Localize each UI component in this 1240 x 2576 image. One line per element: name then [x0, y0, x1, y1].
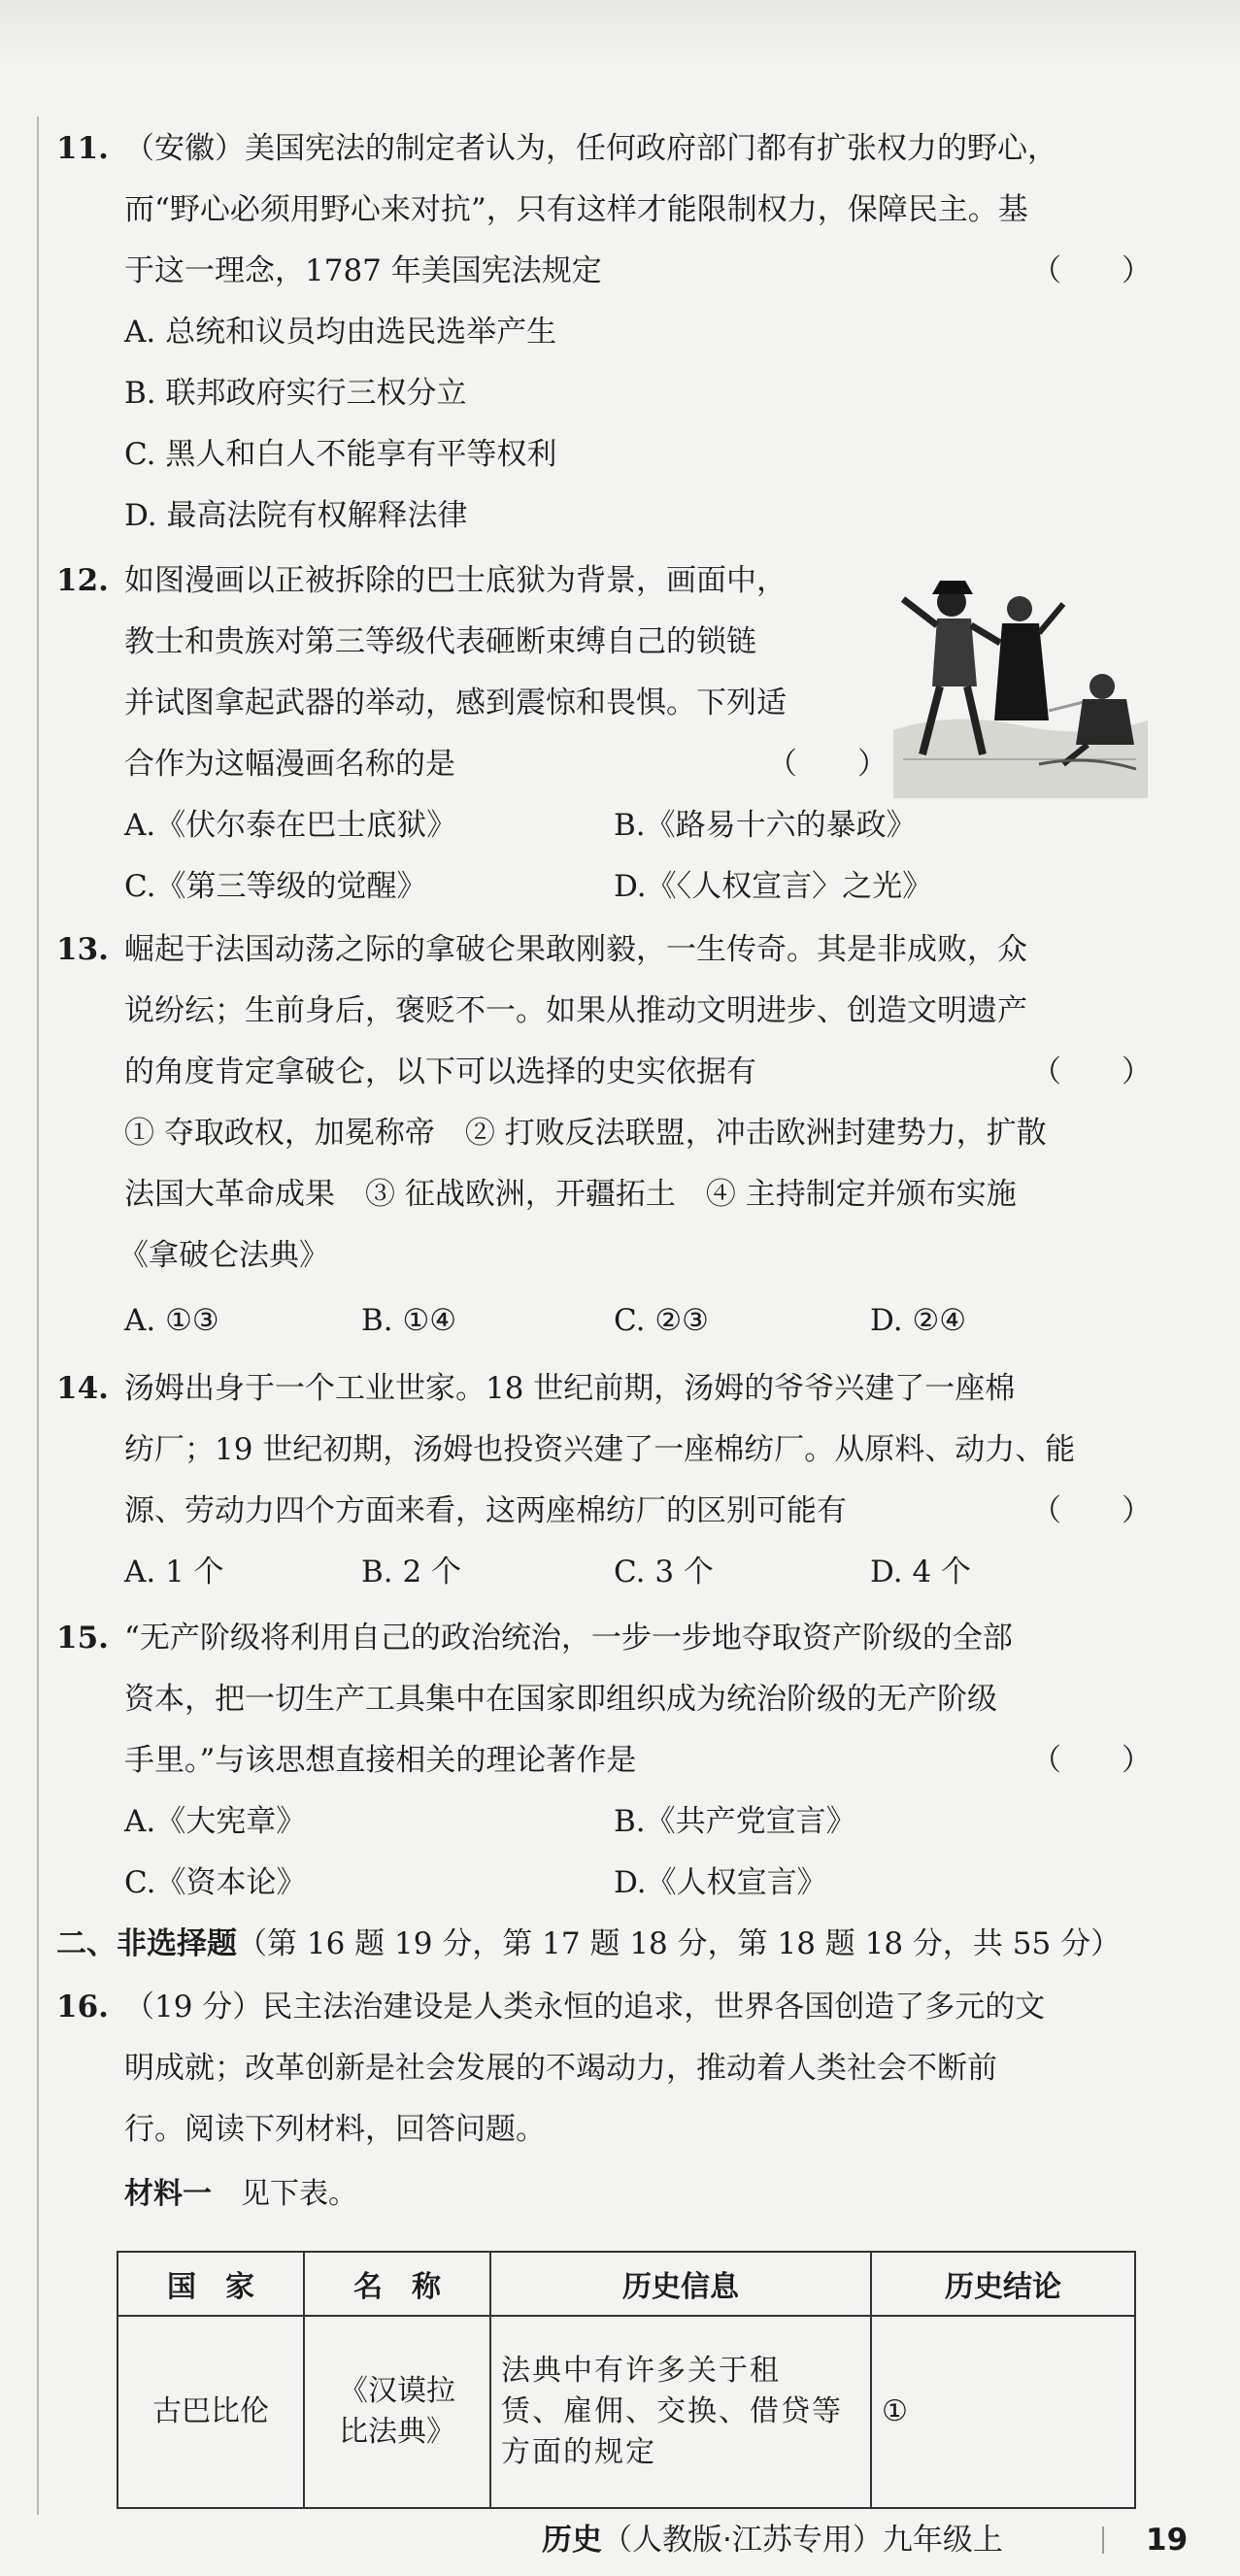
- option-b: B. ①④: [361, 1303, 457, 1338]
- option-b: B. 联邦政府实行三权分立: [124, 376, 467, 411]
- left-margin-rule: [37, 117, 39, 2515]
- question-number: 16.: [56, 1990, 109, 2024]
- answer-parentheses: （ ）: [1031, 1054, 1152, 1089]
- option-a: A. 1 个: [124, 1555, 224, 1589]
- option-c: C. 黑人和白人不能享有平等权利: [124, 437, 557, 472]
- question-text: 于这一理念，1787 年美国宪法规定: [124, 253, 602, 288]
- cell-conclusion: ①: [871, 2316, 1135, 2508]
- question-text: 崛起于法国动荡之际的拿破仑果敢刚毅，一生传奇。其是非成败，众: [124, 932, 1027, 967]
- cell-name-line: 《汉谟拉: [339, 2374, 455, 2408]
- option-c: C.《第三等级的觉醒》: [124, 869, 427, 904]
- history-table: [117, 2251, 1136, 2509]
- material-label: 材料一: [124, 2177, 212, 2211]
- material-label-line: [124, 2175, 357, 2214]
- cell-info-line: 方面的规定: [501, 2435, 656, 2469]
- question-number: 11.: [56, 131, 109, 166]
- option-d: D. ②④: [870, 1303, 967, 1338]
- question-text: 资本，把一切生产工具集中在国家即组织成为统治阶级的无产阶级: [124, 1682, 997, 1717]
- question-text: 并试图拿起武器的举动，感到震惊和畏惧。下列适: [124, 686, 787, 720]
- col-header-name: 名 称: [304, 2252, 490, 2316]
- question-number: 15.: [56, 1621, 109, 1656]
- question-number: 14.: [56, 1371, 109, 1406]
- question-text: 手里。”与该思想直接相关的理论著作是: [124, 1743, 637, 1778]
- option-d: D. 4 个: [870, 1555, 972, 1589]
- answer-parentheses: （ ）: [1031, 253, 1152, 288]
- section-heading: [56, 1924, 1121, 1963]
- option-b: B.《共产党宣言》: [614, 1804, 856, 1839]
- question-text: 合作为这幅漫画名称的是: [124, 747, 455, 782]
- option-a: A.《大宪章》: [124, 1804, 307, 1839]
- question-text: 而“野心必须用野心来对抗”，只有这样才能限制权力，保障民主。基: [124, 192, 1028, 227]
- page-footer: [0, 2521, 1240, 2559]
- question-text: 教士和贵族对第三等级代表砸断束缚自己的锁链: [124, 624, 756, 659]
- col-header-info: 历史信息: [490, 2252, 871, 2316]
- option-b: B.《路易十六的暴政》: [614, 808, 917, 843]
- footer-subject: [542, 2521, 1003, 2559]
- option-a: A. ①③: [124, 1303, 219, 1338]
- answer-parentheses: （ ）: [767, 747, 888, 782]
- footer-edition: （人教版·江苏专用）九年级上: [602, 2523, 1003, 2558]
- table-row: [117, 2316, 1135, 2508]
- option-c: C.《资本论》: [124, 1865, 307, 1900]
- question-text: “无产阶级将利用自己的政治统治，一步一步地夺取资产阶级的全部: [124, 1621, 1013, 1656]
- question-number: 13.: [56, 932, 109, 967]
- scan-top-shadow: [0, 0, 1240, 68]
- footer-subject-name: 历史: [542, 2523, 602, 2558]
- question-text: 汤姆出身于一个工业世家。18 世纪前期，汤姆的爷爷兴建了一座棉: [124, 1371, 1016, 1406]
- question-number: 12.: [56, 563, 109, 598]
- table-header-row: [117, 2252, 1135, 2316]
- option-a: A. 总统和议员均由选民选举产生: [124, 315, 557, 350]
- cell-info-line: 法典中有许多关于租: [501, 2354, 781, 2388]
- question-text: （安徽）美国宪法的制定者认为，任何政府部门都有扩张权力的野心，: [124, 131, 1057, 166]
- option-c: C. 3 个: [614, 1555, 714, 1589]
- question-text: （19 分）民主法治建设是人类永恒的追求，世界各国创造了多元的文: [124, 1990, 1046, 2024]
- cell-country: 古巴比伦: [117, 2316, 304, 2508]
- footer-separator: [1102, 2526, 1104, 2554]
- section-title: 二、非选择题: [56, 1926, 237, 1961]
- option-c: C. ②③: [614, 1303, 709, 1338]
- page-number: 19: [1146, 2523, 1189, 2558]
- answer-parentheses: （ ）: [1031, 1493, 1152, 1528]
- question-text: 纺厂；19 世纪初期，汤姆也投资兴建了一座棉纺厂。从原料、动力、能: [124, 1432, 1076, 1467]
- question-text: 《拿破仑法典》: [118, 1238, 329, 1273]
- question-text: 行。阅读下列材料，回答问题。: [124, 2112, 546, 2147]
- question-text: ① 夺取政权，加冕称帝 ② 打败反法联盟，冲击欧洲封建势力，扩散: [124, 1116, 1047, 1151]
- bastille-cartoon-image: [893, 565, 1148, 798]
- option-d: D. 最高法院有权解释法律: [124, 498, 468, 533]
- question-text: 源、劳动力四个方面来看，这两座棉纺厂的区别可能有: [124, 1493, 847, 1528]
- answer-parentheses: （ ）: [1031, 1743, 1152, 1778]
- question-text: 如图漫画以正被拆除的巴士底狱为背景，画面中，: [124, 563, 787, 598]
- cell-name-line: 比法典》: [339, 2415, 455, 2449]
- col-header-country: 国 家: [117, 2252, 304, 2316]
- material-text: 见下表。: [241, 2177, 357, 2211]
- question-text: 明成就；改革创新是社会发展的不竭动力，推动着人类社会不断前: [124, 2051, 997, 2086]
- option-d: D.《人权宣言》: [614, 1865, 827, 1900]
- option-d: D.《〈人权宣言〉之光》: [614, 869, 933, 904]
- question-text: 法国大革命成果 ③ 征战欧洲，开疆拓土 ④ 主持制定并颁布实施: [124, 1177, 1017, 1212]
- cell-info: [490, 2316, 871, 2508]
- section-score-note: （第 16 题 19 分，第 17 题 18 分，第 18 题 18 分，共 55 分）: [237, 1926, 1122, 1961]
- col-header-conclusion: 历史结论: [871, 2252, 1135, 2316]
- option-a: A.《伏尔泰在巴士底狱》: [124, 808, 457, 843]
- question-text: 的角度肯定拿破仑，以下可以选择的史实依据有: [124, 1054, 756, 1089]
- question-text: 说纷纭；生前身后，褒贬不一。如果从推动文明进步、创造文明遗产: [124, 993, 1027, 1028]
- cell-info-line: 赁、雇佣、交换、借贷等: [501, 2394, 843, 2428]
- option-b: B. 2 个: [361, 1555, 462, 1589]
- cell-name: [304, 2316, 490, 2508]
